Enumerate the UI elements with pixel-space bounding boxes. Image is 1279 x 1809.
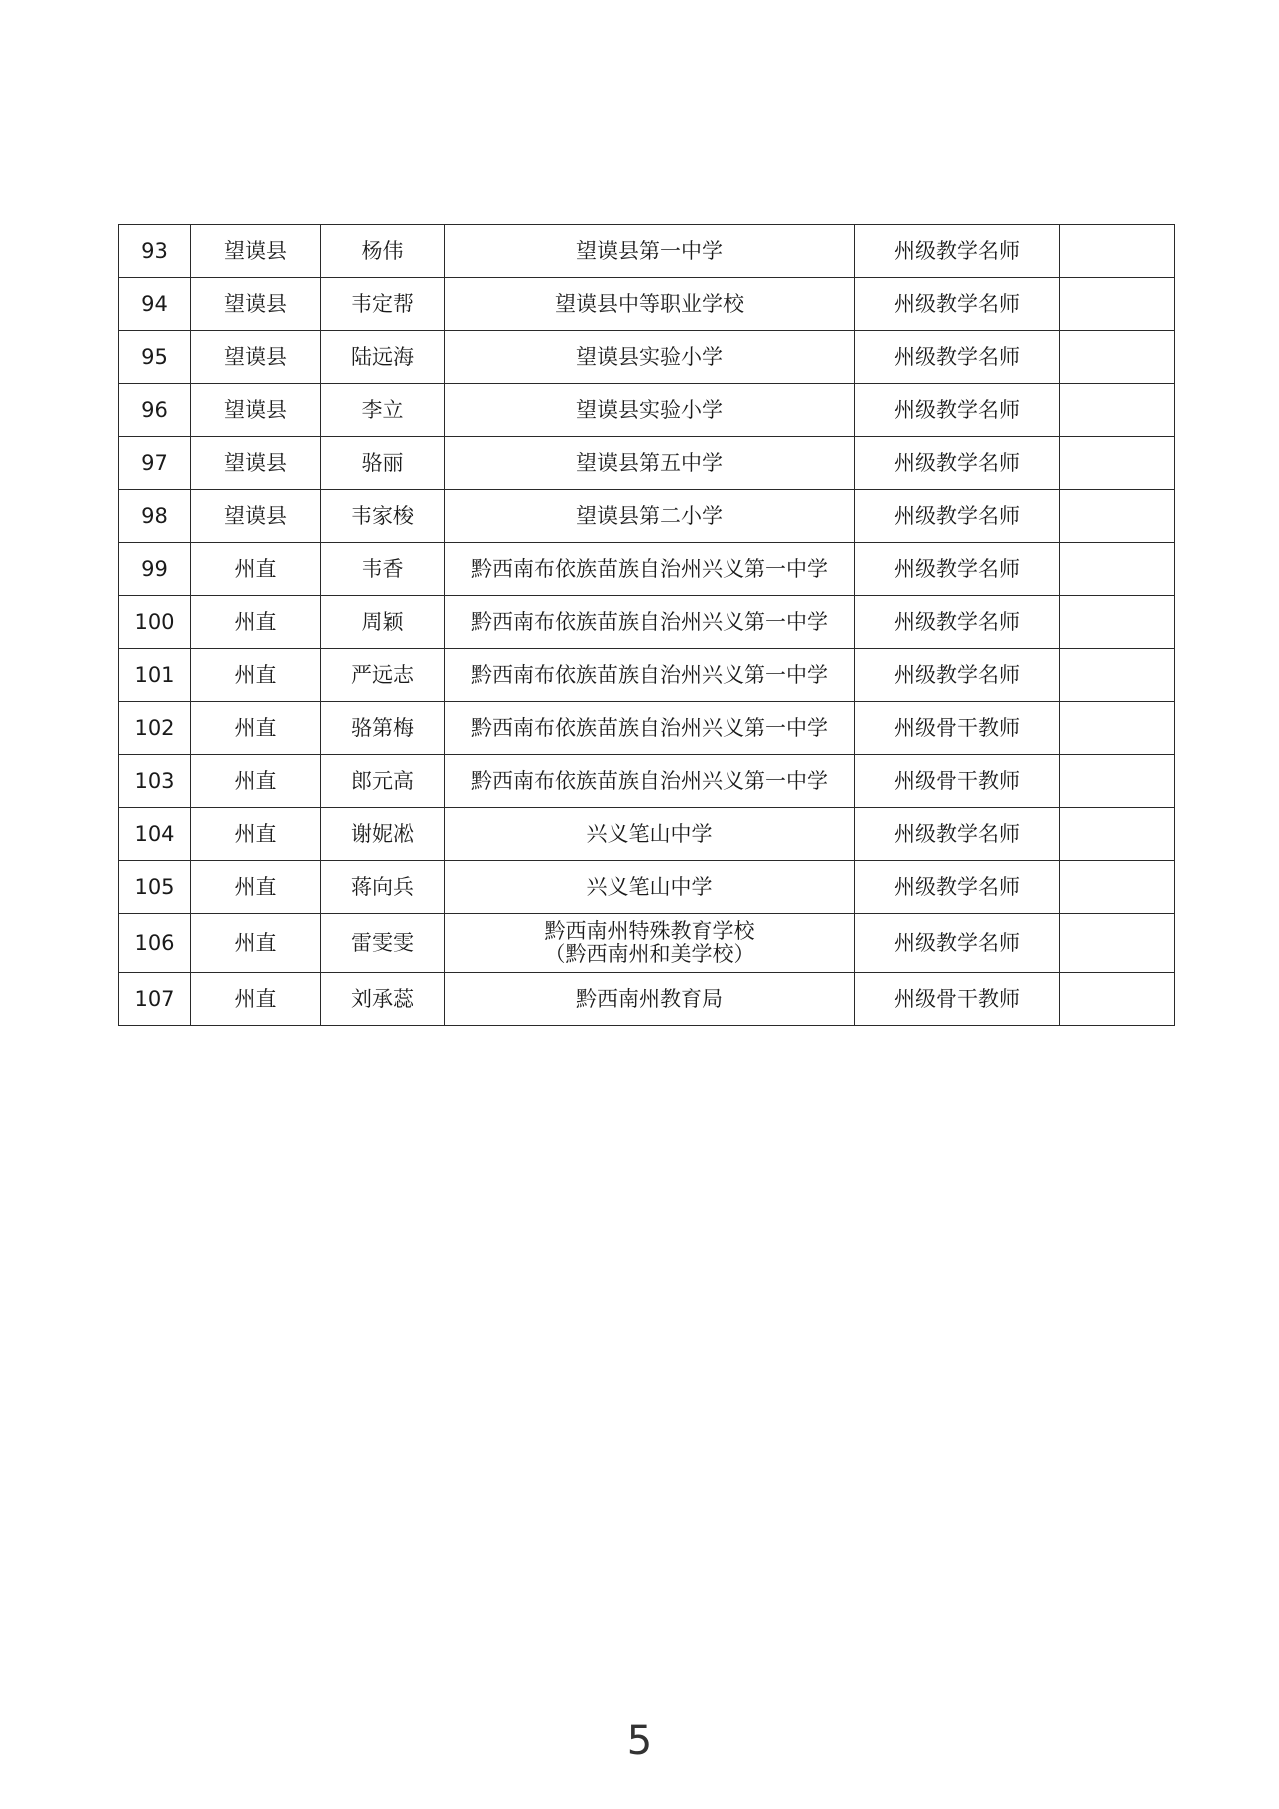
school-cell: 黔西南布依族苗族自治州兴义第一中学 [445,596,855,649]
remark-cell [1060,702,1175,755]
honor-title-cell: 州级骨干教师 [855,973,1060,1026]
table-body [119,225,1175,1026]
remark-cell [1060,225,1175,278]
row-number-cell: 96 [119,384,191,437]
table-row [119,914,1175,973]
table-row [119,225,1175,278]
teacher-name-cell: 谢妮凇 [321,808,445,861]
remark-cell [1060,331,1175,384]
row-number-cell: 106 [119,914,191,973]
county-cell: 望谟县 [191,278,321,331]
row-number-cell: 101 [119,649,191,702]
remark-cell [1060,861,1175,914]
school-cell [445,914,855,973]
honor-title-cell: 州级教学名师 [855,914,1060,973]
remark-cell [1060,437,1175,490]
school-cell: 兴义笔山中学 [445,861,855,914]
table-row [119,437,1175,490]
county-cell: 州直 [191,861,321,914]
honor-title-cell: 州级教学名师 [855,437,1060,490]
honor-title-cell: 州级教学名师 [855,278,1060,331]
remark-cell [1060,490,1175,543]
school-cell: 望谟县第一中学 [445,225,855,278]
honor-title-cell: 州级教学名师 [855,649,1060,702]
teacher-name-cell: 刘承蕊 [321,973,445,1026]
school-name-line: 黔西南州特殊教育学校 [544,919,755,943]
row-number-cell: 95 [119,331,191,384]
honor-title-cell: 州级教学名师 [855,225,1060,278]
school-cell: 望谟县第五中学 [445,437,855,490]
school-cell: 望谟县中等职业学校 [445,278,855,331]
school-cell: 黔西南布依族苗族自治州兴义第一中学 [445,543,855,596]
school-cell: 黔西南布依族苗族自治州兴义第一中学 [445,649,855,702]
county-cell: 望谟县 [191,437,321,490]
honor-title-cell: 州级教学名师 [855,384,1060,437]
county-cell: 州直 [191,755,321,808]
teacher-name-cell: 郎元高 [321,755,445,808]
teacher-name-cell: 严远志 [321,649,445,702]
county-cell: 望谟县 [191,384,321,437]
page-number: 5 [626,1718,653,1764]
table-row [119,702,1175,755]
row-number-cell: 93 [119,225,191,278]
row-number-cell: 99 [119,543,191,596]
remark-cell [1060,278,1175,331]
row-number-cell: 104 [119,808,191,861]
remark-cell [1060,649,1175,702]
teacher-name-cell: 骆丽 [321,437,445,490]
table-row [119,861,1175,914]
honor-title-cell: 州级骨干教师 [855,702,1060,755]
teacher-name-cell: 李立 [321,384,445,437]
county-cell: 州直 [191,702,321,755]
table-row [119,649,1175,702]
county-cell: 望谟县 [191,331,321,384]
teacher-name-cell: 韦香 [321,543,445,596]
row-number-cell: 103 [119,755,191,808]
honor-title-cell: 州级骨干教师 [855,755,1060,808]
row-number-cell: 107 [119,973,191,1026]
honor-title-cell: 州级教学名师 [855,543,1060,596]
table-row [119,596,1175,649]
county-cell: 望谟县 [191,225,321,278]
school-cell: 黔西南布依族苗族自治州兴义第一中学 [445,702,855,755]
county-cell: 州直 [191,596,321,649]
remark-cell [1060,755,1175,808]
table-row [119,543,1175,596]
county-cell: 州直 [191,649,321,702]
remark-cell [1060,596,1175,649]
county-cell: 望谟县 [191,490,321,543]
table-row [119,808,1175,861]
teacher-name-cell: 陆远海 [321,331,445,384]
county-cell: 州直 [191,973,321,1026]
school-cell: 黔西南布依族苗族自治州兴义第一中学 [445,755,855,808]
table-row [119,331,1175,384]
remark-cell [1060,914,1175,973]
honor-title-cell: 州级教学名师 [855,861,1060,914]
remark-cell [1060,543,1175,596]
table-row [119,490,1175,543]
school-cell: 望谟县实验小学 [445,331,855,384]
teacher-name-cell: 蒋向兵 [321,861,445,914]
table-row [119,278,1175,331]
teacher-name-cell: 韦家梭 [321,490,445,543]
honor-title-cell: 州级教学名师 [855,808,1060,861]
teacher-name-cell: 韦定帮 [321,278,445,331]
row-number-cell: 94 [119,278,191,331]
teacher-list-table [118,224,1175,1026]
row-number-cell: 97 [119,437,191,490]
teacher-name-cell: 雷雯雯 [321,914,445,973]
county-cell: 州直 [191,808,321,861]
remark-cell [1060,973,1175,1026]
honor-title-cell: 州级教学名师 [855,490,1060,543]
school-cell: 黔西南州教育局 [445,973,855,1026]
honor-title-cell: 州级教学名师 [855,331,1060,384]
teacher-name-cell: 杨伟 [321,225,445,278]
remark-cell [1060,384,1175,437]
row-number-cell: 102 [119,702,191,755]
county-cell: 州直 [191,914,321,973]
row-number-cell: 98 [119,490,191,543]
school-cell: 望谟县第二小学 [445,490,855,543]
remark-cell [1060,808,1175,861]
county-cell: 州直 [191,543,321,596]
row-number-cell: 100 [119,596,191,649]
school-cell: 望谟县实验小学 [445,384,855,437]
table-row [119,973,1175,1026]
table-row [119,384,1175,437]
row-number-cell: 105 [119,861,191,914]
teacher-name-cell: 周颖 [321,596,445,649]
honor-title-cell: 州级教学名师 [855,596,1060,649]
school-cell: 兴义笔山中学 [445,808,855,861]
school-alias-line: （黔西南州和美学校） [544,942,755,966]
table-row [119,755,1175,808]
teacher-name-cell: 骆第梅 [321,702,445,755]
